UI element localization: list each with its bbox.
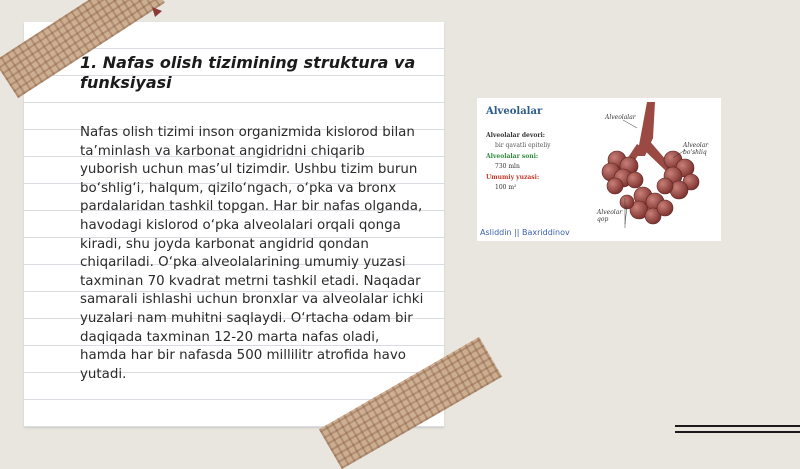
alveoli-figure — [477, 98, 721, 241]
slide-title: 1. Nafas olish tizimining struktura va funksiyasi — [80, 53, 416, 92]
figure-label-devori: Alveolalar devori: — [486, 132, 545, 139]
figure-value-yuzasi: 100 m² — [495, 184, 517, 191]
figure-value-soni: 730 mln — [495, 163, 520, 170]
callout-alveolar-boshliq: Alveolar bo'shliq — [683, 142, 709, 156]
decorative-rule-line — [675, 425, 800, 427]
decorative-rule-line — [675, 431, 800, 433]
figure-credit: Asliddin || Baxriddinov — [480, 228, 570, 237]
figure-value-devori: bir qavatli epiteliy — [495, 142, 551, 149]
corner-mark-icon — [150, 5, 164, 19]
figure-label-yuzasi: Umumiy yuzasi: — [486, 174, 540, 181]
callout-alveolalar: Alveolalar — [605, 114, 636, 121]
decorative-rules — [675, 425, 800, 437]
figure-label-soni: Alveolalar soni: — [486, 153, 539, 160]
figure-heading: Alveolalar — [486, 106, 543, 117]
slide-paragraph: Nafas olish tizimi inson organizmida kislorod bilan ta’minlash va karbonat angidridni chiqarib yuborish uchun mas’ul tizimdir. Ushbu tizim burun bo‘shlig‘i, halqum, qizilo‘ngach, o‘pka va bronx pardalaridan tashkil topgan. Har bir nafas olganda, havodagi kislorod o‘pka alveolalari orqali qonga kiradi, shu joyda karbonat angidrid qondan chiqariladi. O‘pka alveolalarining umumiy yuzasi taxminan 70 kvadrat metrni tashkil etadi. Naqadar samarali ishlashi uchun bronxlar va alveolalar ichki yuzalari nam muhitni saqlaydi. O‘rtacha odam bir daqiqada taxminan 12-20 marta nafas oladi, hamda har bir nafasda 500 millilitr atrofida havo yutadi. — [80, 125, 424, 382]
callout-alveolar-qop: Alveolar qop — [597, 209, 623, 223]
